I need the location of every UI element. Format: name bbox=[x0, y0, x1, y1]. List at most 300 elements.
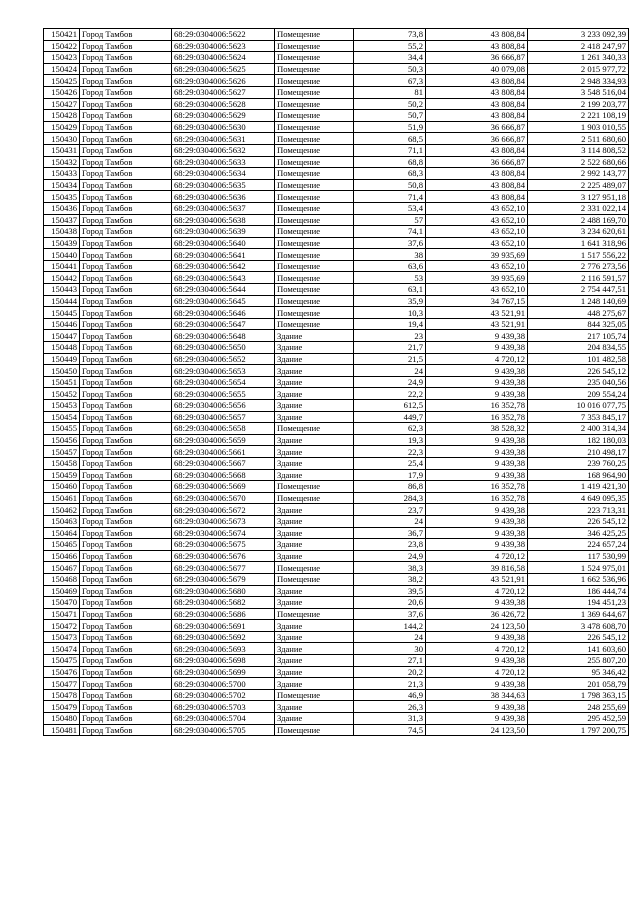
row-number-cell: 150455 bbox=[44, 423, 80, 435]
unit-value-cell: 9 439,38 bbox=[426, 655, 528, 667]
unit-value-cell: 43 521,91 bbox=[426, 573, 528, 585]
object-type-cell: Здание bbox=[275, 411, 354, 423]
cadastral-number-cell: 68:29:0304006:5659 bbox=[172, 434, 275, 446]
area-cell: 21,5 bbox=[354, 353, 426, 365]
area-cell: 25,4 bbox=[354, 457, 426, 469]
table-row bbox=[44, 527, 629, 539]
cadastral-value-cell: 7 353 845,17 bbox=[528, 411, 629, 423]
cadastral-value-cell: 1 248 140,69 bbox=[528, 295, 629, 307]
area-cell: 30 bbox=[354, 643, 426, 655]
city-cell: Город Тамбов bbox=[80, 550, 172, 562]
city-cell: Город Тамбов bbox=[80, 86, 172, 98]
object-type-cell: Помещение bbox=[275, 318, 354, 330]
cadastral-number-cell: 68:29:0304006:5635 bbox=[172, 179, 275, 191]
object-type-cell: Здание bbox=[275, 446, 354, 458]
city-cell: Город Тамбов bbox=[80, 481, 172, 493]
object-type-cell: Здание bbox=[275, 643, 354, 655]
row-number-cell: 150458 bbox=[44, 457, 80, 469]
city-cell: Город Тамбов bbox=[80, 342, 172, 354]
row-number-cell: 150444 bbox=[44, 295, 80, 307]
cadastral-value-cell: 3 114 808,52 bbox=[528, 144, 629, 156]
unit-value-cell: 43 808,84 bbox=[426, 98, 528, 110]
cadastral-value-cell: 2 522 680,66 bbox=[528, 156, 629, 168]
cadastral-number-cell: 68:29:0304006:5653 bbox=[172, 365, 275, 377]
cadastral-value-cell: 1 798 363,15 bbox=[528, 689, 629, 701]
row-number-cell: 150446 bbox=[44, 318, 80, 330]
table-row bbox=[44, 434, 629, 446]
city-cell: Город Тамбов bbox=[80, 353, 172, 365]
city-cell: Город Тамбов bbox=[80, 457, 172, 469]
city-cell: Город Тамбов bbox=[80, 527, 172, 539]
cadastral-number-cell: 68:29:0304006:5636 bbox=[172, 191, 275, 203]
city-cell: Город Тамбов bbox=[80, 643, 172, 655]
city-cell: Город Тамбов bbox=[80, 631, 172, 643]
cadastral-value-cell: 2 488 169,70 bbox=[528, 214, 629, 226]
table-row bbox=[44, 249, 629, 261]
object-type-cell: Здание bbox=[275, 457, 354, 469]
object-type-cell: Помещение bbox=[275, 573, 354, 585]
city-cell: Город Тамбов bbox=[80, 504, 172, 516]
cadastral-number-cell: 68:29:0304006:5657 bbox=[172, 411, 275, 423]
row-number-cell: 150480 bbox=[44, 713, 80, 725]
cadastral-number-cell: 68:29:0304006:5648 bbox=[172, 330, 275, 342]
table-row bbox=[44, 515, 629, 527]
table-row bbox=[44, 202, 629, 214]
object-type-cell: Здание bbox=[275, 678, 354, 690]
city-cell: Город Тамбов bbox=[80, 144, 172, 156]
row-number-cell: 150461 bbox=[44, 492, 80, 504]
table-row bbox=[44, 272, 629, 284]
area-cell: 39,5 bbox=[354, 585, 426, 597]
unit-value-cell: 43 808,84 bbox=[426, 179, 528, 191]
unit-value-cell: 43 808,84 bbox=[426, 86, 528, 98]
cadastral-value-cell: 2 948 334,93 bbox=[528, 75, 629, 87]
row-number-cell: 150433 bbox=[44, 168, 80, 180]
area-cell: 86,8 bbox=[354, 481, 426, 493]
row-number-cell: 150424 bbox=[44, 63, 80, 75]
city-cell: Город Тамбов bbox=[80, 597, 172, 609]
cadastral-value-cell: 2 400 314,34 bbox=[528, 423, 629, 435]
cadastral-value-cell: 3 478 608,70 bbox=[528, 620, 629, 632]
cadastral-value-cell: 248 255,69 bbox=[528, 701, 629, 713]
object-type-cell: Помещение bbox=[275, 608, 354, 620]
cadastral-value-cell: 2 225 489,07 bbox=[528, 179, 629, 191]
city-cell: Город Тамбов bbox=[80, 133, 172, 145]
cadastral-number-cell: 68:29:0304006:5622 bbox=[172, 29, 275, 41]
table-row bbox=[44, 400, 629, 412]
object-type-cell: Помещение bbox=[275, 689, 354, 701]
cadastral-number-cell: 68:29:0304006:5637 bbox=[172, 202, 275, 214]
city-cell: Город Тамбов bbox=[80, 52, 172, 64]
unit-value-cell: 43 652,10 bbox=[426, 226, 528, 238]
table-row bbox=[44, 330, 629, 342]
row-number-cell: 150450 bbox=[44, 365, 80, 377]
city-cell: Город Тамбов bbox=[80, 608, 172, 620]
unit-value-cell: 9 439,38 bbox=[426, 469, 528, 481]
area-cell: 144,2 bbox=[354, 620, 426, 632]
table-row bbox=[44, 666, 629, 678]
unit-value-cell: 34 767,15 bbox=[426, 295, 528, 307]
row-number-cell: 150453 bbox=[44, 400, 80, 412]
table-row bbox=[44, 353, 629, 365]
cadastral-number-cell: 68:29:0304006:5672 bbox=[172, 504, 275, 516]
cadastral-number-cell: 68:29:0304006:5623 bbox=[172, 40, 275, 52]
cadastral-number-cell: 68:29:0304006:5631 bbox=[172, 133, 275, 145]
city-cell: Город Тамбов bbox=[80, 202, 172, 214]
city-cell: Город Тамбов bbox=[80, 573, 172, 585]
cadastral-value-cell: 2 511 680,60 bbox=[528, 133, 629, 145]
object-type-cell: Помещение bbox=[275, 121, 354, 133]
unit-value-cell: 4 720,12 bbox=[426, 643, 528, 655]
city-cell: Город Тамбов bbox=[80, 318, 172, 330]
cadastral-value-cell: 226 545,12 bbox=[528, 631, 629, 643]
unit-value-cell: 9 439,38 bbox=[426, 365, 528, 377]
area-cell: 20,6 bbox=[354, 597, 426, 609]
cadastral-value-cell: 239 760,25 bbox=[528, 457, 629, 469]
cadastral-value-cell: 117 530,99 bbox=[528, 550, 629, 562]
cadastral-value-cell: 1 419 421,30 bbox=[528, 481, 629, 493]
table-row bbox=[44, 597, 629, 609]
cadastral-number-cell: 68:29:0304006:5644 bbox=[172, 284, 275, 296]
city-cell: Город Тамбов bbox=[80, 40, 172, 52]
cadastral-number-cell: 68:29:0304006:5674 bbox=[172, 527, 275, 539]
area-cell: 24,9 bbox=[354, 376, 426, 388]
unit-value-cell: 16 352,78 bbox=[426, 400, 528, 412]
area-cell: 27,1 bbox=[354, 655, 426, 667]
cadastral-number-cell: 68:29:0304006:5650 bbox=[172, 342, 275, 354]
unit-value-cell: 43 521,91 bbox=[426, 307, 528, 319]
area-cell: 449,7 bbox=[354, 411, 426, 423]
unit-value-cell: 39 935,69 bbox=[426, 272, 528, 284]
row-number-cell: 150423 bbox=[44, 52, 80, 64]
cadastral-value-cell: 235 040,56 bbox=[528, 376, 629, 388]
table-row bbox=[44, 678, 629, 690]
cadastral-value-cell: 255 807,20 bbox=[528, 655, 629, 667]
area-cell: 68,8 bbox=[354, 156, 426, 168]
table-row bbox=[44, 504, 629, 516]
cadastral-value-cell: 844 325,05 bbox=[528, 318, 629, 330]
cadastral-value-cell: 101 482,58 bbox=[528, 353, 629, 365]
city-cell: Город Тамбов bbox=[80, 376, 172, 388]
area-cell: 74,5 bbox=[354, 724, 426, 736]
city-cell: Город Тамбов bbox=[80, 434, 172, 446]
cadastral-value-cell: 1 903 010,55 bbox=[528, 121, 629, 133]
object-type-cell: Здание bbox=[275, 515, 354, 527]
unit-value-cell: 43 652,10 bbox=[426, 284, 528, 296]
cadastral-number-cell: 68:29:0304006:5640 bbox=[172, 237, 275, 249]
unit-value-cell: 9 439,38 bbox=[426, 446, 528, 458]
object-type-cell: Здание bbox=[275, 469, 354, 481]
unit-value-cell: 9 439,38 bbox=[426, 504, 528, 516]
object-type-cell: Помещение bbox=[275, 284, 354, 296]
unit-value-cell: 39 816,58 bbox=[426, 562, 528, 574]
cadastral-value-cell: 2 221 108,19 bbox=[528, 110, 629, 122]
object-type-cell: Помещение bbox=[275, 226, 354, 238]
cadastral-number-cell: 68:29:0304006:5702 bbox=[172, 689, 275, 701]
cadastral-value-cell: 2 418 247,97 bbox=[528, 40, 629, 52]
city-cell: Город Тамбов bbox=[80, 701, 172, 713]
object-type-cell: Помещение bbox=[275, 237, 354, 249]
cadastral-value-table bbox=[43, 28, 629, 736]
cadastral-number-cell: 68:29:0304006:5630 bbox=[172, 121, 275, 133]
unit-value-cell: 9 439,38 bbox=[426, 713, 528, 725]
row-number-cell: 150429 bbox=[44, 121, 80, 133]
row-number-cell: 150469 bbox=[44, 585, 80, 597]
area-cell: 55,2 bbox=[354, 40, 426, 52]
city-cell: Город Тамбов bbox=[80, 713, 172, 725]
cadastral-value-cell: 1 641 318,96 bbox=[528, 237, 629, 249]
table-row bbox=[44, 307, 629, 319]
object-type-cell: Здание bbox=[275, 597, 354, 609]
object-type-cell: Здание bbox=[275, 701, 354, 713]
cadastral-value-cell: 223 713,31 bbox=[528, 504, 629, 516]
row-number-cell: 150466 bbox=[44, 550, 80, 562]
object-type-cell: Помещение bbox=[275, 156, 354, 168]
area-cell: 35,9 bbox=[354, 295, 426, 307]
city-cell: Город Тамбов bbox=[80, 689, 172, 701]
unit-value-cell: 36 666,87 bbox=[426, 121, 528, 133]
table-row bbox=[44, 63, 629, 75]
cadastral-value-cell: 4 649 095,35 bbox=[528, 492, 629, 504]
cadastral-number-cell: 68:29:0304006:5673 bbox=[172, 515, 275, 527]
city-cell: Город Тамбов bbox=[80, 121, 172, 133]
object-type-cell: Помещение bbox=[275, 86, 354, 98]
cadastral-number-cell: 68:29:0304006:5670 bbox=[172, 492, 275, 504]
unit-value-cell: 43 808,84 bbox=[426, 75, 528, 87]
row-number-cell: 150452 bbox=[44, 388, 80, 400]
row-number-cell: 150454 bbox=[44, 411, 80, 423]
cadastral-value-cell: 168 964,90 bbox=[528, 469, 629, 481]
unit-value-cell: 39 935,69 bbox=[426, 249, 528, 261]
cadastral-value-cell: 204 834,55 bbox=[528, 342, 629, 354]
city-cell: Город Тамбов bbox=[80, 423, 172, 435]
row-number-cell: 150443 bbox=[44, 284, 80, 296]
row-number-cell: 150439 bbox=[44, 237, 80, 249]
unit-value-cell: 9 439,38 bbox=[426, 388, 528, 400]
area-cell: 51,9 bbox=[354, 121, 426, 133]
table-row bbox=[44, 643, 629, 655]
area-cell: 50,8 bbox=[354, 179, 426, 191]
cadastral-number-cell: 68:29:0304006:5633 bbox=[172, 156, 275, 168]
row-number-cell: 150467 bbox=[44, 562, 80, 574]
cadastral-number-cell: 68:29:0304006:5675 bbox=[172, 539, 275, 551]
cadastral-value-cell: 226 545,12 bbox=[528, 365, 629, 377]
row-number-cell: 150436 bbox=[44, 202, 80, 214]
unit-value-cell: 9 439,38 bbox=[426, 701, 528, 713]
object-type-cell: Помещение bbox=[275, 724, 354, 736]
object-type-cell: Здание bbox=[275, 434, 354, 446]
unit-value-cell: 24 123,50 bbox=[426, 620, 528, 632]
city-cell: Город Тамбов bbox=[80, 237, 172, 249]
table-row bbox=[44, 550, 629, 562]
area-cell: 24 bbox=[354, 515, 426, 527]
cadastral-number-cell: 68:29:0304006:5656 bbox=[172, 400, 275, 412]
cadastral-number-cell: 68:29:0304006:5668 bbox=[172, 469, 275, 481]
city-cell: Город Тамбов bbox=[80, 191, 172, 203]
city-cell: Город Тамбов bbox=[80, 249, 172, 261]
object-type-cell: Здание bbox=[275, 666, 354, 678]
table-row bbox=[44, 133, 629, 145]
object-type-cell: Помещение bbox=[275, 29, 354, 41]
cadastral-number-cell: 68:29:0304006:5627 bbox=[172, 86, 275, 98]
cadastral-value-cell: 2 116 591,57 bbox=[528, 272, 629, 284]
cadastral-value-cell: 1 261 340,33 bbox=[528, 52, 629, 64]
cadastral-number-cell: 68:29:0304006:5629 bbox=[172, 110, 275, 122]
row-number-cell: 150475 bbox=[44, 655, 80, 667]
object-type-cell: Помещение bbox=[275, 52, 354, 64]
unit-value-cell: 9 439,38 bbox=[426, 457, 528, 469]
row-number-cell: 150421 bbox=[44, 29, 80, 41]
table-row bbox=[44, 365, 629, 377]
cadastral-value-cell: 1 369 644,67 bbox=[528, 608, 629, 620]
row-number-cell: 150427 bbox=[44, 98, 80, 110]
city-cell: Город Тамбов bbox=[80, 307, 172, 319]
object-type-cell: Помещение bbox=[275, 481, 354, 493]
unit-value-cell: 36 666,87 bbox=[426, 156, 528, 168]
table-row bbox=[44, 144, 629, 156]
cadastral-number-cell: 68:29:0304006:5700 bbox=[172, 678, 275, 690]
object-type-cell: Помещение bbox=[275, 295, 354, 307]
cadastral-number-cell: 68:29:0304006:5679 bbox=[172, 573, 275, 585]
table-row bbox=[44, 179, 629, 191]
table-row bbox=[44, 376, 629, 388]
row-number-cell: 150441 bbox=[44, 260, 80, 272]
unit-value-cell: 43 808,84 bbox=[426, 29, 528, 41]
table-row bbox=[44, 585, 629, 597]
row-number-cell: 150462 bbox=[44, 504, 80, 516]
row-number-cell: 150476 bbox=[44, 666, 80, 678]
object-type-cell: Здание bbox=[275, 620, 354, 632]
cadastral-value-cell: 194 451,23 bbox=[528, 597, 629, 609]
city-cell: Город Тамбов bbox=[80, 98, 172, 110]
cadastral-number-cell: 68:29:0304006:5658 bbox=[172, 423, 275, 435]
cadastral-value-cell: 2 754 447,51 bbox=[528, 284, 629, 296]
object-type-cell: Помещение bbox=[275, 40, 354, 52]
table-row bbox=[44, 295, 629, 307]
row-number-cell: 150463 bbox=[44, 515, 80, 527]
row-number-cell: 150438 bbox=[44, 226, 80, 238]
cadastral-value-cell: 2 015 977,72 bbox=[528, 63, 629, 75]
table-row bbox=[44, 620, 629, 632]
cadastral-number-cell: 68:29:0304006:5655 bbox=[172, 388, 275, 400]
area-cell: 284,3 bbox=[354, 492, 426, 504]
area-cell: 34,4 bbox=[354, 52, 426, 64]
cadastral-number-cell: 68:29:0304006:5699 bbox=[172, 666, 275, 678]
row-number-cell: 150460 bbox=[44, 481, 80, 493]
object-type-cell: Здание bbox=[275, 527, 354, 539]
table-row bbox=[44, 237, 629, 249]
area-cell: 38,3 bbox=[354, 562, 426, 574]
area-cell: 38,2 bbox=[354, 573, 426, 585]
object-type-cell: Помещение bbox=[275, 133, 354, 145]
cadastral-value-cell: 1 797 200,75 bbox=[528, 724, 629, 736]
unit-value-cell: 9 439,38 bbox=[426, 342, 528, 354]
object-type-cell: Помещение bbox=[275, 202, 354, 214]
table-row bbox=[44, 86, 629, 98]
table-row bbox=[44, 457, 629, 469]
table-row bbox=[44, 539, 629, 551]
cadastral-number-cell: 68:29:0304006:5643 bbox=[172, 272, 275, 284]
table-row bbox=[44, 98, 629, 110]
cadastral-number-cell: 68:29:0304006:5628 bbox=[172, 98, 275, 110]
table-row bbox=[44, 631, 629, 643]
object-type-cell: Помещение bbox=[275, 272, 354, 284]
unit-value-cell: 43 652,10 bbox=[426, 214, 528, 226]
city-cell: Город Тамбов bbox=[80, 469, 172, 481]
row-number-cell: 150435 bbox=[44, 191, 80, 203]
table-row bbox=[44, 40, 629, 52]
object-type-cell: Помещение bbox=[275, 63, 354, 75]
table-row bbox=[44, 701, 629, 713]
area-cell: 71,4 bbox=[354, 191, 426, 203]
row-number-cell: 150422 bbox=[44, 40, 80, 52]
unit-value-cell: 16 352,78 bbox=[426, 481, 528, 493]
table-row bbox=[44, 156, 629, 168]
cadastral-value-cell: 3 127 951,18 bbox=[528, 191, 629, 203]
unit-value-cell: 9 439,38 bbox=[426, 515, 528, 527]
object-type-cell: Здание bbox=[275, 400, 354, 412]
city-cell: Город Тамбов bbox=[80, 272, 172, 284]
area-cell: 57 bbox=[354, 214, 426, 226]
table-row bbox=[44, 411, 629, 423]
cadastral-number-cell: 68:29:0304006:5639 bbox=[172, 226, 275, 238]
area-cell: 37,6 bbox=[354, 608, 426, 620]
city-cell: Город Тамбов bbox=[80, 620, 172, 632]
cadastral-number-cell: 68:29:0304006:5676 bbox=[172, 550, 275, 562]
cadastral-number-cell: 68:29:0304006:5641 bbox=[172, 249, 275, 261]
cadastral-number-cell: 68:29:0304006:5647 bbox=[172, 318, 275, 330]
row-number-cell: 150449 bbox=[44, 353, 80, 365]
cadastral-number-cell: 68:29:0304006:5682 bbox=[172, 597, 275, 609]
area-cell: 63,6 bbox=[354, 260, 426, 272]
table-body bbox=[44, 29, 629, 736]
table-row bbox=[44, 284, 629, 296]
table-row bbox=[44, 29, 629, 41]
object-type-cell: Здание bbox=[275, 365, 354, 377]
object-type-cell: Помещение bbox=[275, 249, 354, 261]
cadastral-value-cell: 226 545,12 bbox=[528, 515, 629, 527]
object-type-cell: Здание bbox=[275, 342, 354, 354]
table-row bbox=[44, 168, 629, 180]
table-row bbox=[44, 713, 629, 725]
unit-value-cell: 36 666,87 bbox=[426, 133, 528, 145]
cadastral-value-cell: 201 058,79 bbox=[528, 678, 629, 690]
area-cell: 38 bbox=[354, 249, 426, 261]
unit-value-cell: 16 352,78 bbox=[426, 411, 528, 423]
table-row bbox=[44, 469, 629, 481]
city-cell: Город Тамбов bbox=[80, 75, 172, 87]
city-cell: Город Тамбов bbox=[80, 179, 172, 191]
row-number-cell: 150432 bbox=[44, 156, 80, 168]
unit-value-cell: 36 426,72 bbox=[426, 608, 528, 620]
area-cell: 50,2 bbox=[354, 98, 426, 110]
cadastral-number-cell: 68:29:0304006:5646 bbox=[172, 307, 275, 319]
cadastral-value-cell: 1 662 536,96 bbox=[528, 573, 629, 585]
row-number-cell: 150472 bbox=[44, 620, 80, 632]
city-cell: Город Тамбов bbox=[80, 168, 172, 180]
city-cell: Город Тамбов bbox=[80, 260, 172, 272]
cadastral-number-cell: 68:29:0304006:5638 bbox=[172, 214, 275, 226]
row-number-cell: 150428 bbox=[44, 110, 80, 122]
city-cell: Город Тамбов bbox=[80, 29, 172, 41]
cadastral-value-cell: 224 657,24 bbox=[528, 539, 629, 551]
cadastral-number-cell: 68:29:0304006:5677 bbox=[172, 562, 275, 574]
cadastral-number-cell: 68:29:0304006:5686 bbox=[172, 608, 275, 620]
table-row bbox=[44, 608, 629, 620]
city-cell: Город Тамбов bbox=[80, 666, 172, 678]
city-cell: Город Тамбов bbox=[80, 724, 172, 736]
cadastral-value-cell: 448 275,67 bbox=[528, 307, 629, 319]
